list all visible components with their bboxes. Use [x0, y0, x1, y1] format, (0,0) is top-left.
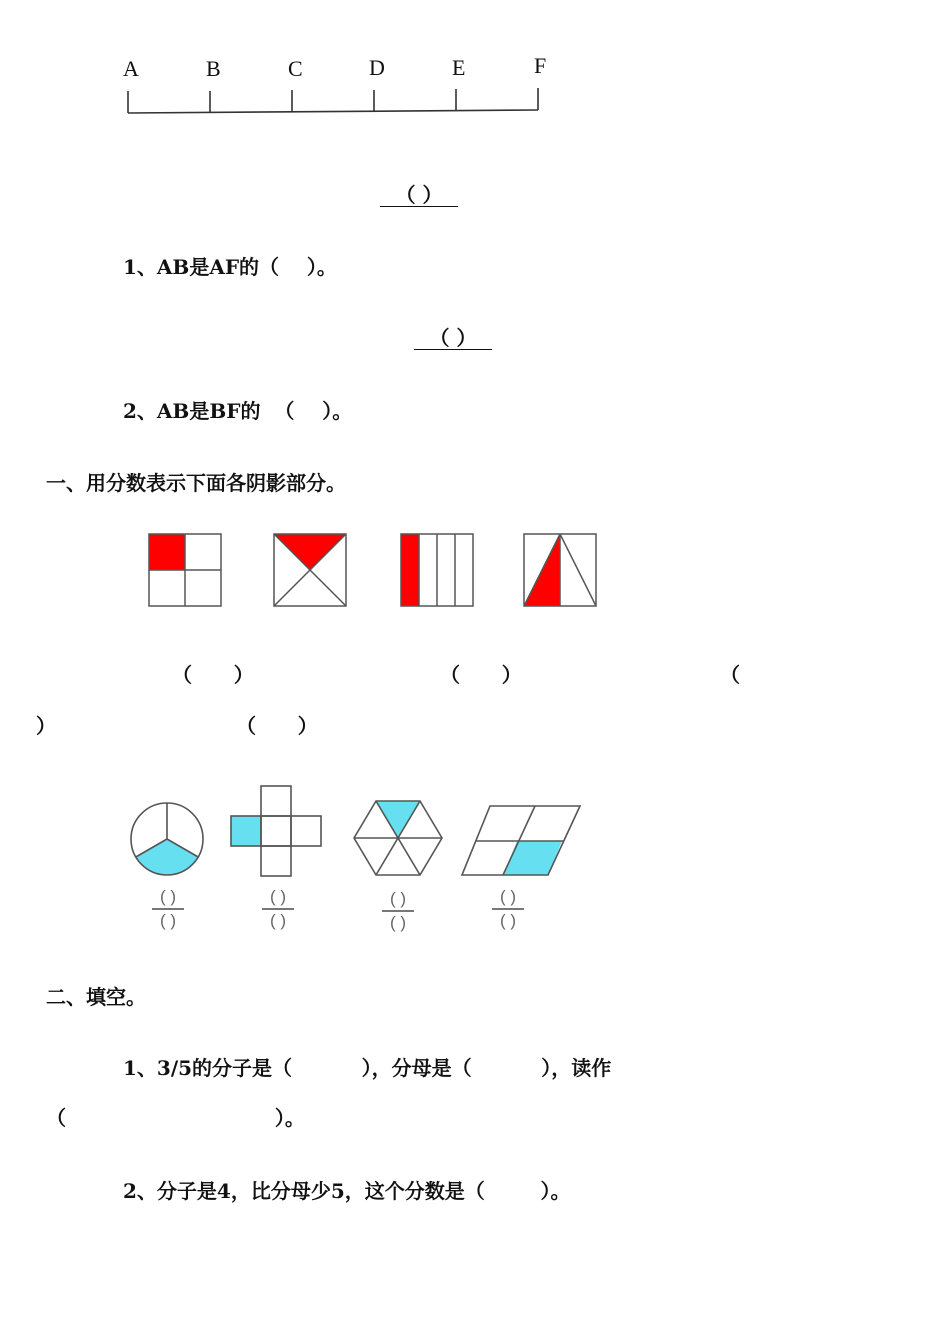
square-strips-figure [400, 533, 474, 607]
fraction-blank-1[interactable]: （ ） [380, 184, 458, 207]
question-find-fraction: 2、分子是4，比分母少5，这个分数是（ ）。 [123, 1179, 571, 1203]
answer-blank-4[interactable]: （ ） [236, 714, 318, 738]
segment-label-b: B [206, 56, 221, 81]
square-quarter-figure [148, 533, 222, 607]
question-read-as-blank[interactable]: （ ）。 [46, 1106, 305, 1130]
hexagon-sixths-figure [352, 799, 444, 879]
question-ab-af: 1、AB是AF的（ ）。 [123, 255, 337, 279]
segment-line [125, 86, 545, 126]
section1-title: 一、用分数表示下面各阴影部分。 [46, 471, 346, 495]
cross-net-figure [229, 785, 325, 879]
segment-label-f: F [534, 53, 547, 78]
fraction-label-cross: ( ) ( ) [258, 888, 298, 930]
segment-label-d: D [369, 55, 385, 80]
circle-thirds-figure [130, 801, 206, 877]
answer-blank-3-open[interactable]: （ [720, 663, 740, 687]
section2-title: 二、填空。 [46, 985, 146, 1009]
segment-label-a: A [123, 56, 139, 81]
square-triangles-figure [523, 533, 597, 607]
fraction-label-parallelogram: ( ) ( ) [488, 888, 528, 930]
segment-label-e: E [452, 55, 466, 80]
fraction-blank-2[interactable]: （ ） [414, 327, 492, 350]
answer-blank-3-close[interactable]: ） [36, 714, 56, 738]
question-ab-bf: 2、AB是BF的 （ ）。 [123, 399, 353, 423]
fraction-label-hexagon: ( ) ( ) [378, 890, 418, 932]
parallelogram-quarters-figure [460, 804, 584, 878]
question-numerator-denominator: 1、3/5的分子是（ ），分母是（ ），读作 [123, 1056, 612, 1080]
answer-blank-2[interactable]: （ ） [440, 663, 522, 687]
fraction-label-circle: ( ) ( ) [148, 888, 188, 930]
square-diagonal-figure [273, 533, 347, 607]
answer-blank-1[interactable]: （ ） [172, 663, 254, 687]
segment-label-c: C [288, 56, 303, 81]
